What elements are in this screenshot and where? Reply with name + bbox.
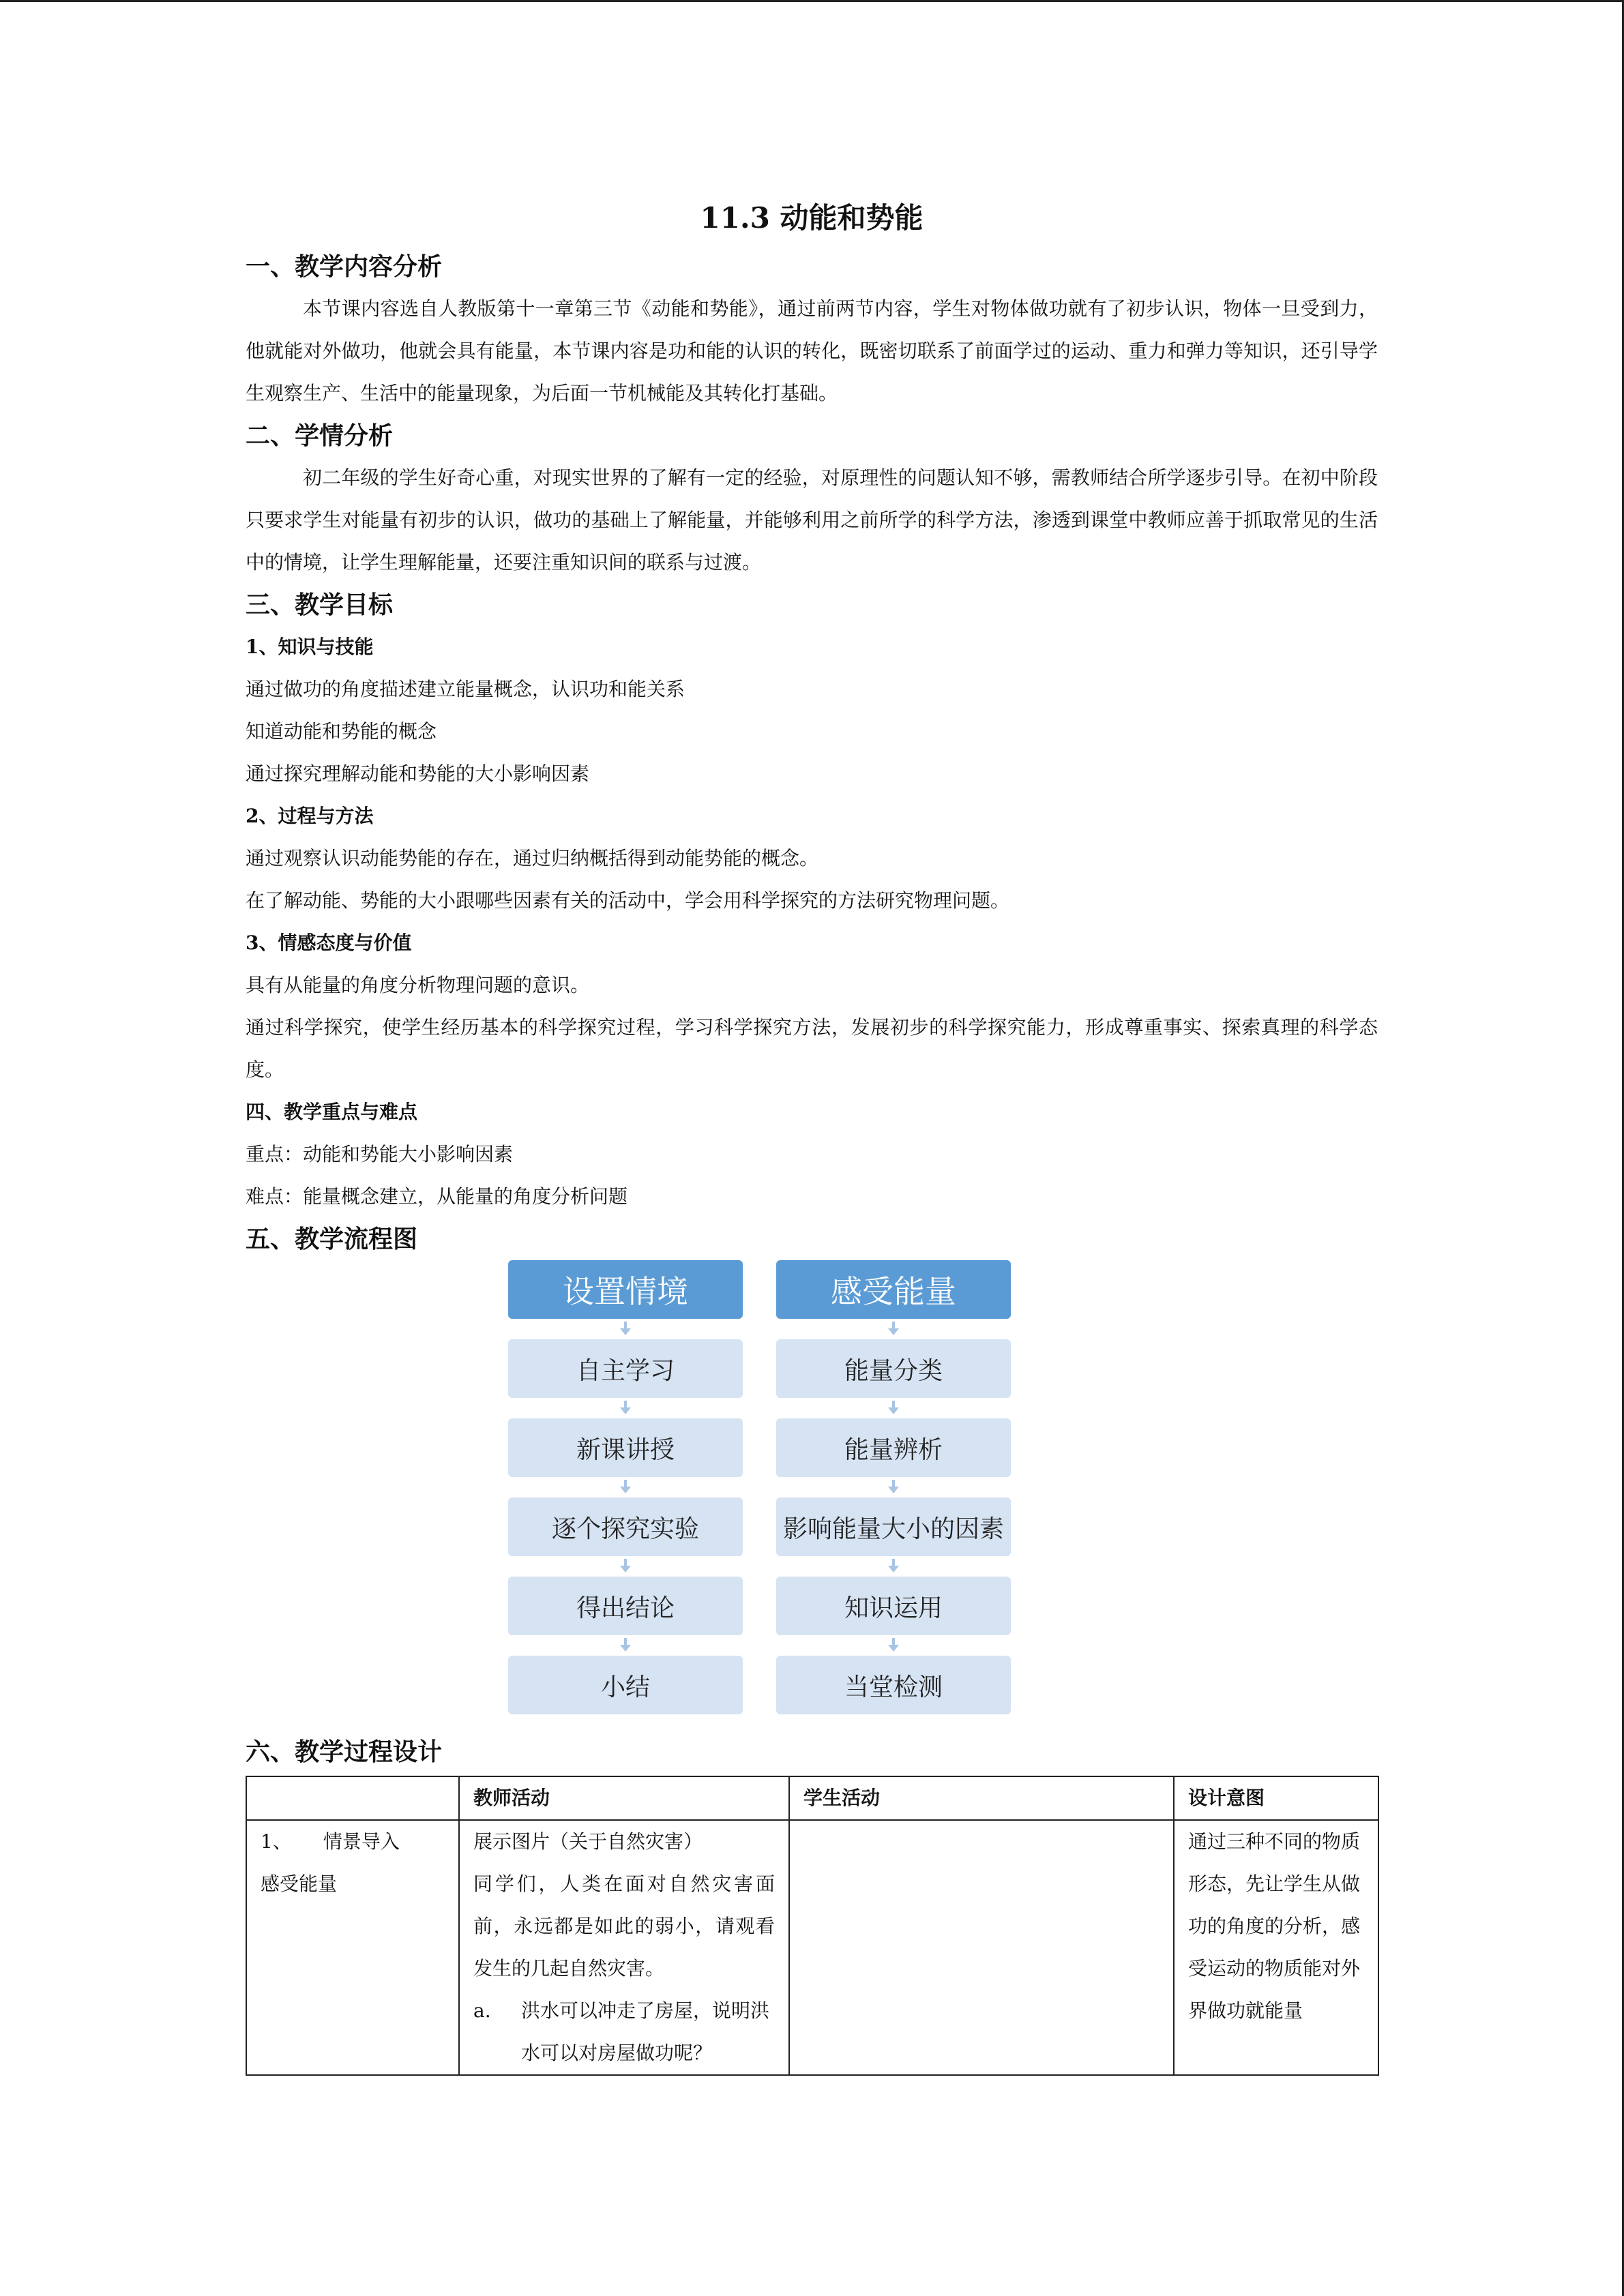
objective-process-heading: 2、过程与方法	[246, 805, 374, 827]
flowchart-step: 影响能量大小的因素	[776, 1497, 1011, 1556]
content-analysis-text: 本节课内容选自人教版第十一章第三节《动能和势能》，通过前两节内容，学生对物体做功就有了初步认识，物体一旦受到力，他就能对外做功，他就会具有能量，本节课内容是功和能的认识的转化，既密切联系了前面学过的运动、重力和弹力等知识，还引导学生观察生产、生活中的能量现象，为后面一节机械能及其转化打基础。	[246, 297, 1378, 404]
objective-knowledge-item: 通过探究理解动能和势能的大小影响因素	[246, 762, 590, 785]
down-arrow-icon	[508, 1398, 743, 1418]
flowchart-step: 小结	[508, 1656, 743, 1714]
flowchart-right-column	[776, 1260, 1011, 1714]
down-arrow-icon	[508, 1319, 743, 1339]
stage-subtitle: 感受能量	[261, 1873, 338, 1895]
flowchart-step: 新课讲授	[508, 1418, 743, 1477]
section-heading-content-analysis: 一、教学内容分析	[246, 252, 443, 281]
table-row	[246, 1820, 1378, 2075]
table-header-cell: 教师活动	[459, 1776, 789, 1820]
table-header-cell: 学生活动	[789, 1776, 1174, 1820]
section-heading-objectives: 三、教学目标	[246, 591, 394, 619]
subitem-marker: a.	[473, 1999, 491, 2022]
flowchart-head-box: 设置情境	[508, 1260, 743, 1319]
flowchart-step: 逐个探究实验	[508, 1497, 743, 1556]
down-arrow-icon	[508, 1635, 743, 1656]
page-top-border	[0, 0, 1624, 2]
flowchart-step: 能量辨析	[776, 1418, 1011, 1477]
stage-number: 1、	[261, 1830, 292, 1853]
objective-emotion-item: 通过科学探究，使学生经历基本的科学探究过程，学习科学探究方法，发展初步的科学探究能力，形成尊重事实、探索真理的科学态度。	[246, 1016, 1378, 1081]
objective-knowledge-item: 知道动能和势能的概念	[246, 720, 437, 743]
learner-analysis-text: 初二年级的学生好奇心重，对现实世界的了解有一定的经验，对原理性的问题认知不够，需教师结合所学逐步引导。在初中阶段只要求学生对能量有初步的认识，做功的基础上了解能量，并能够利用之前所学的科学方法，渗透到课堂中教师应善于抓取常见的生活中的情境，让学生理解能量，还要注重知识间的联系与过渡。	[246, 466, 1378, 573]
teacher-activity-line: 展示图片（关于自然灾害）	[473, 1830, 703, 1853]
teacher-activity-cell	[459, 1820, 789, 2075]
down-arrow-icon	[776, 1398, 1011, 1418]
teacher-activity-line: 同学们，人类在面对自然灾害面前，永远都是如此的弱小，请观看发生的几起自然灾害。	[473, 1873, 775, 1980]
flowchart-step: 能量分类	[776, 1339, 1011, 1398]
down-arrow-icon	[776, 1477, 1011, 1497]
objective-emotion-item: 具有从能量的角度分析物理问题的意识。	[246, 974, 590, 996]
teaching-flowchart	[246, 1260, 1378, 1731]
difficulty-text: 难点：能量概念建立，从能量的角度分析问题	[246, 1185, 628, 1208]
teacher-activity-subitem	[473, 1990, 775, 2074]
down-arrow-icon	[776, 1635, 1011, 1656]
section-heading-flowchart: 五、教学流程图	[246, 1225, 418, 1253]
flowchart-step: 自主学习	[508, 1339, 743, 1398]
table-header-cell	[246, 1776, 459, 1820]
table-header-row	[246, 1776, 1378, 1820]
stage-cell	[246, 1820, 459, 2075]
flowchart-step: 当堂检测	[776, 1656, 1011, 1714]
down-arrow-icon	[776, 1556, 1011, 1577]
objective-process-item: 在了解动能、势能的大小跟哪些因素有关的活动中，学会用科学探究的方法研究物理问题。	[246, 889, 1010, 912]
down-arrow-icon	[508, 1477, 743, 1497]
flowchart-head-box: 感受能量	[776, 1260, 1011, 1319]
document-title: 11.3 动能和势能	[700, 201, 924, 235]
section-heading-process-design: 六、教学过程设计	[246, 1738, 443, 1766]
design-intent-cell: 通过三种不同的物质形态，先让学生从做功的角度的分析，感受运动的物质能对外界做功就能量	[1174, 1820, 1378, 2075]
objective-knowledge-item: 通过做功的角度描述建立能量概念，认识功和能关系	[246, 678, 685, 700]
student-activity-cell	[789, 1820, 1174, 2075]
flowchart-step: 知识运用	[776, 1577, 1011, 1635]
stage-title	[261, 1821, 445, 1863]
objective-process-item: 通过观察认识动能势能的存在，通过归纳概括得到动能势能的概念。	[246, 847, 819, 869]
flowchart-step: 得出结论	[508, 1577, 743, 1635]
table-header-cell: 设计意图	[1174, 1776, 1378, 1820]
down-arrow-icon	[776, 1319, 1011, 1339]
flowchart-left-column	[508, 1260, 743, 1714]
section-heading-key-points: 四、教学重点与难点	[246, 1101, 418, 1123]
document-page	[246, 191, 1378, 2076]
process-design-table	[246, 1776, 1379, 2076]
subitem-text: 洪水可以冲走了房屋，说明洪水可以对房屋做功呢？	[521, 1999, 770, 2064]
stage-name: 情景导入	[323, 1830, 400, 1853]
key-point-text: 重点：动能和势能大小影响因素	[246, 1143, 514, 1165]
section-heading-learner-analysis: 二、学情分析	[246, 421, 394, 450]
down-arrow-icon	[508, 1556, 743, 1577]
objective-knowledge-heading: 1、知识与技能	[246, 636, 374, 658]
objective-emotion-heading: 3、情感态度与价值	[246, 931, 412, 954]
